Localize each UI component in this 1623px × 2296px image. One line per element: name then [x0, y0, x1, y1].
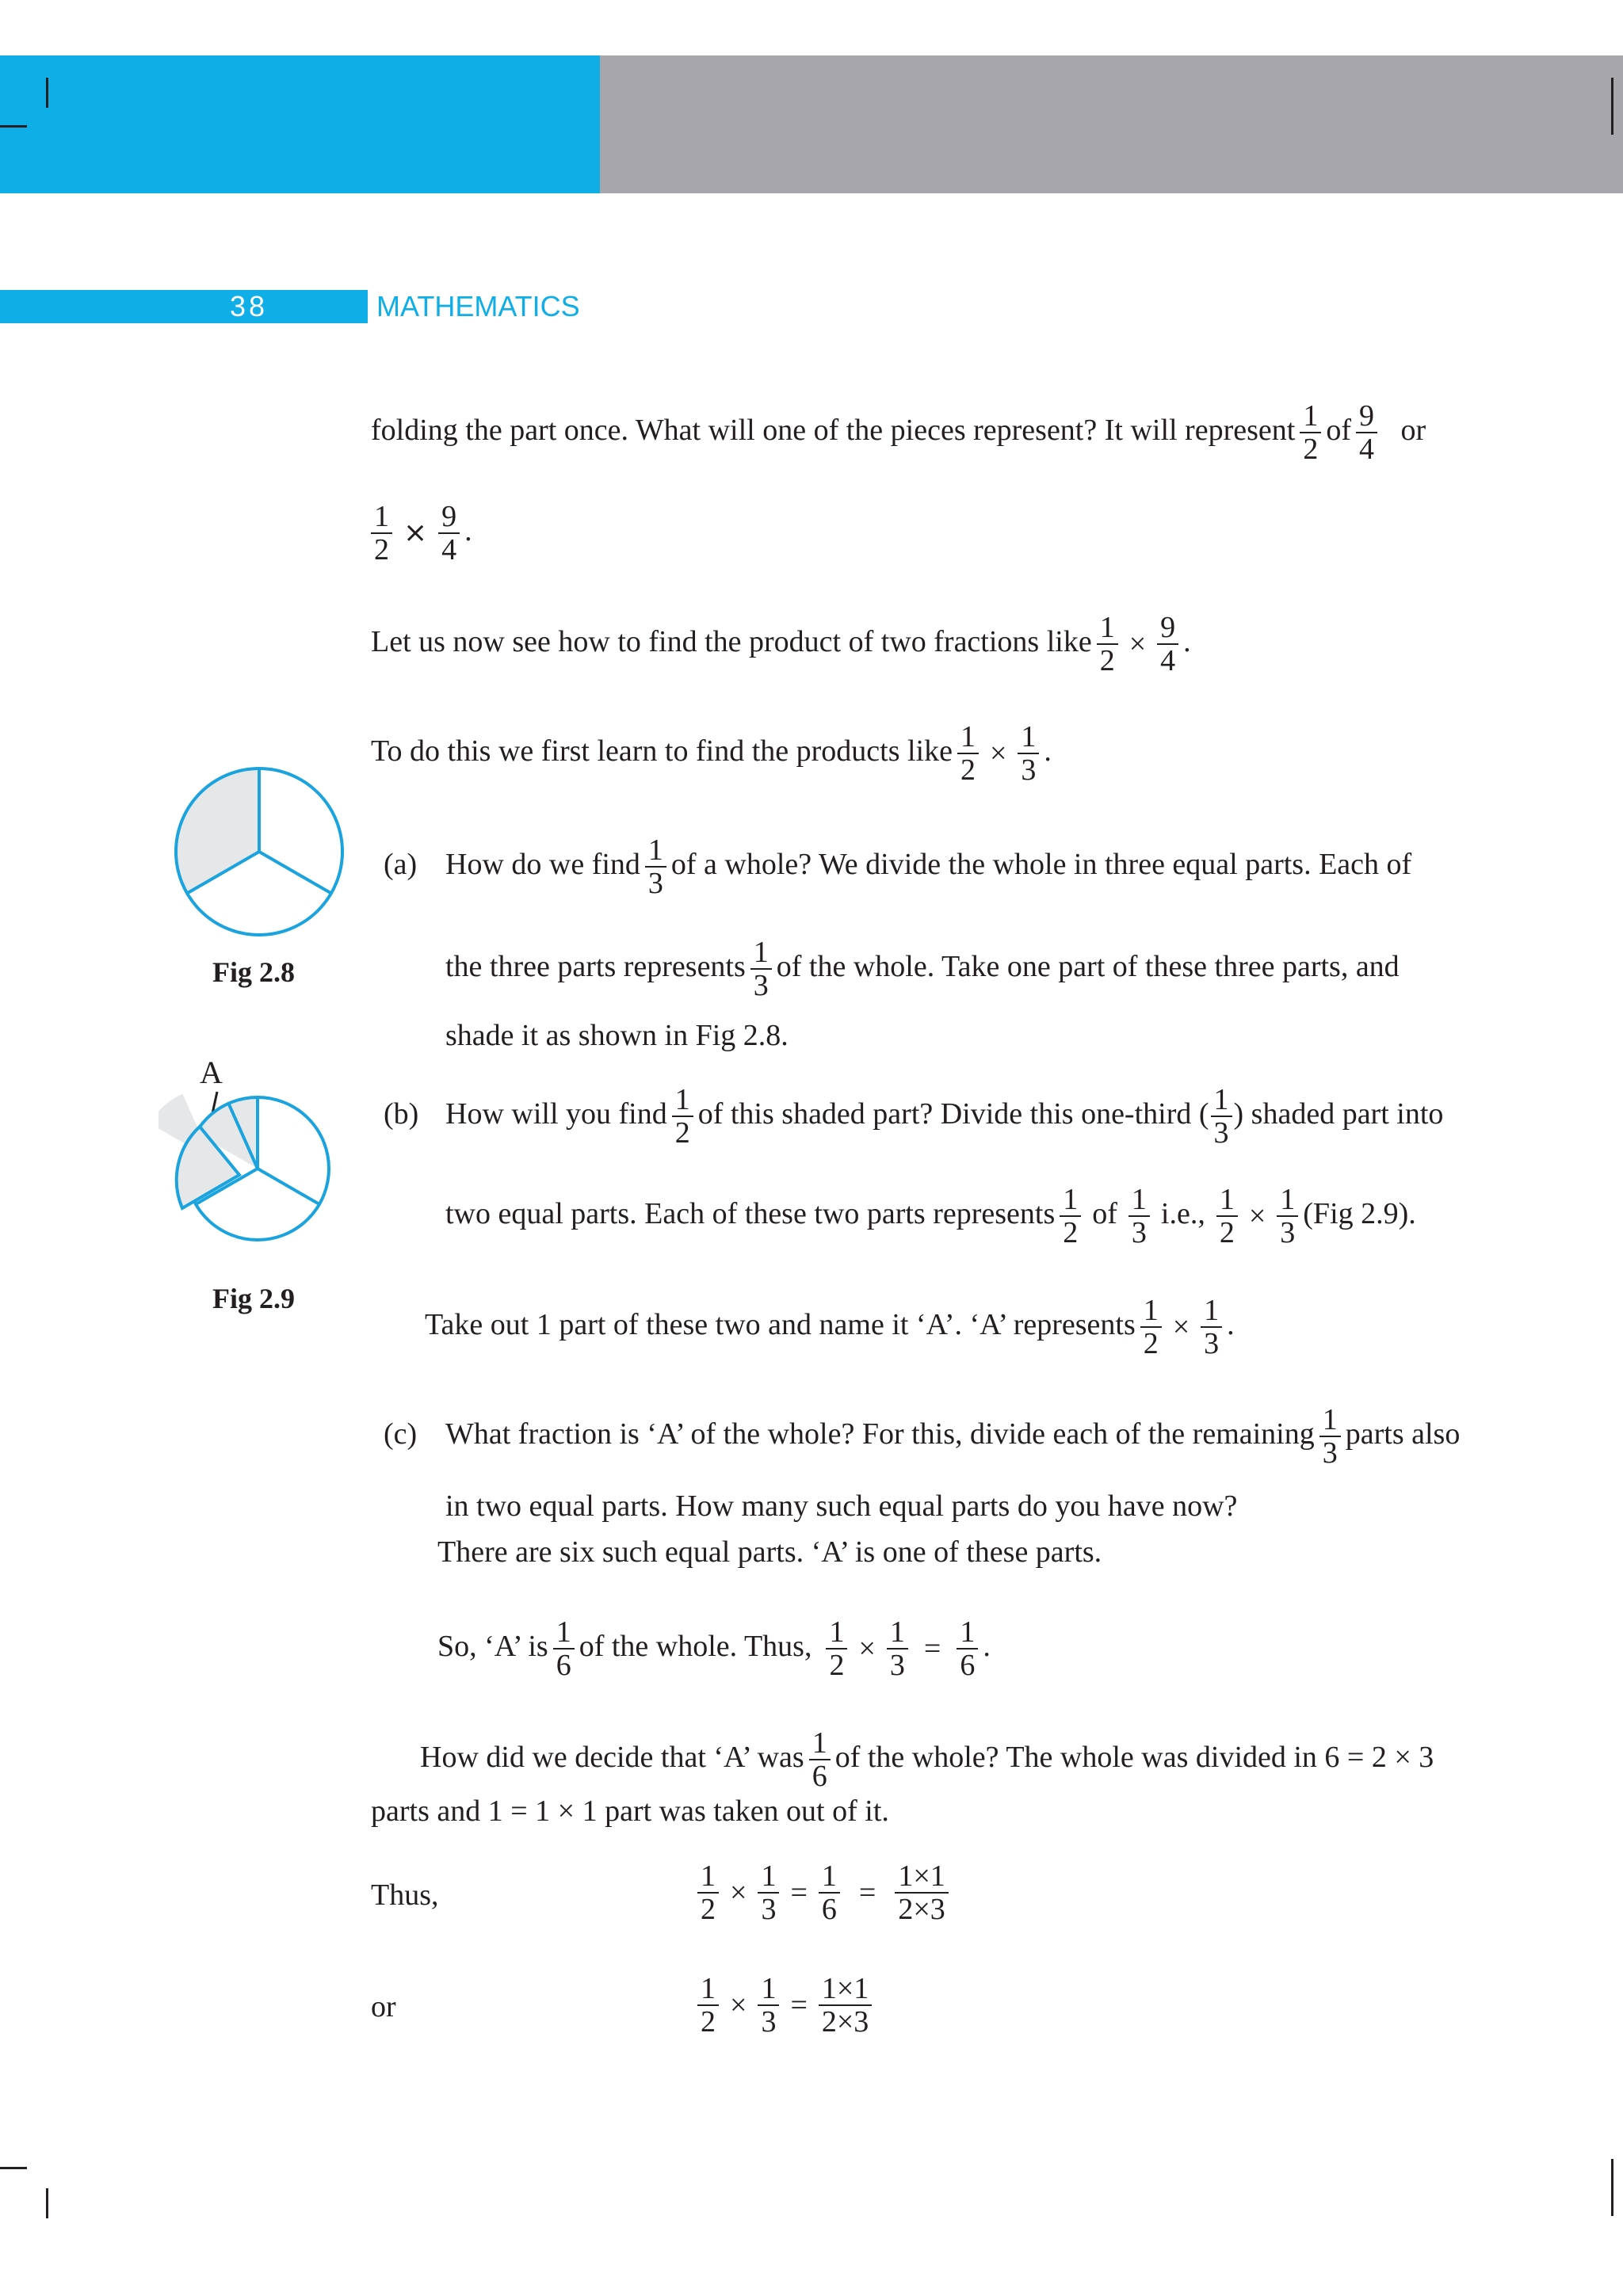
fraction: $\frac{1}{3}$: [1201, 1295, 1222, 1360]
header-band-blue: [0, 55, 600, 193]
fraction: $\frac{1}{3}$: [645, 834, 666, 900]
item-b-line: Take out 1 part of these two and name it ‘A’. ‘A’ represents $\frac{1}{2}$ × $\frac{1}{3}$ .: [425, 1294, 1235, 1361]
fraction: $\frac{1}{2}$: [1060, 1184, 1081, 1249]
fraction: $\frac{1}{6}$: [809, 1727, 831, 1793]
fraction: $\frac{1}{2}$: [697, 1860, 719, 1926]
text-line: How did we decide that ‘A’ was $\frac{1}{6}$ of the whole? The whole was divided in 6 = 2 × 3: [420, 1726, 1434, 1794]
fraction: $\frac{9}{4}$: [438, 501, 460, 566]
fraction: $\frac{1\times 1}{2\times 3}$: [819, 1973, 872, 2039]
item-a-line: (a) How do we find $\frac{1}{3}$ of a whole? We divide the whole in three equal parts. Each of: [384, 833, 1412, 901]
fraction: $\frac{1}{3}$: [1018, 721, 1039, 787]
fraction: $\frac{1}{3}$: [1128, 1184, 1150, 1249]
item-a-line: shade it as shown in Fig 2.8.: [445, 1019, 789, 1052]
figure-caption: Fig 2.8: [212, 956, 295, 988]
item-c-line: There are six such equal parts. ‘A’ is one of these parts.: [437, 1535, 1102, 1569]
item-b-line: two equal parts. Each of these two parts represents $\frac{1}{2}$ of $\frac{1}{3}$ i.e., $\frac{1}{2}$ × $\frac{1}{3}$ (Fig 2.9).: [445, 1183, 1416, 1250]
crop-mark: [0, 125, 27, 128]
header-band-gray: [600, 55, 1623, 193]
fraction: $\frac{1}{3}$: [1211, 1084, 1232, 1150]
fraction: $\frac{1}{6}$: [957, 1616, 978, 1682]
page-number-strip: [0, 290, 363, 323]
item-b-line: (b) How will you find $\frac{1}{2}$ of this shaded part? Divide this one-third ( $\frac{1}{3}$ ) shaded part into: [384, 1083, 1444, 1150]
fig-2-8-circle: [173, 765, 346, 938]
thus-label: Thus,: [371, 1878, 439, 1912]
fraction: $\frac{1}{3}$: [1277, 1184, 1298, 1249]
equation-2: $\frac{1}{2}$ × $\frac{1}{3}$ = $\frac{1\times 1}{2\times 3}$: [697, 1973, 876, 2039]
fraction: $\frac{1\times 1}{2\times 3}$: [895, 1860, 948, 1926]
crop-mark: [1611, 2159, 1613, 2216]
crop-mark: [46, 78, 48, 108]
fraction: $\frac{1}{2}$: [826, 1616, 847, 1682]
fraction: $\frac{1}{2}$: [1300, 400, 1321, 466]
equation-1: $\frac{1}{2}$ × $\frac{1}{3}$ = $\frac{1}{6}$ = $\frac{1\times 1}{2\times 3}$: [697, 1860, 953, 1926]
fraction: $\frac{1}{2}$: [697, 1973, 719, 2039]
item-a-line: the three parts represents $\frac{1}{3}$ of the whole. Take one part of these three parts, and: [445, 936, 1400, 1003]
item-c-line: in two equal parts. How many such equal parts do you have now?: [445, 1489, 1238, 1523]
fig-2-9-circle: [158, 1085, 365, 1260]
fraction: $\frac{1}{3}$: [887, 1616, 908, 1682]
fraction: $\frac{1}{2}$: [957, 721, 979, 787]
crop-mark: [46, 2188, 48, 2218]
header-separator: [363, 290, 368, 323]
fraction: $\frac{9}{4}$: [1157, 612, 1178, 677]
crop-mark: [1611, 78, 1613, 135]
fraction: $\frac{1}{2}$: [1097, 612, 1118, 677]
fraction: $\frac{1}{3}$: [758, 1973, 779, 2039]
fraction: $\frac{1}{2}$: [672, 1084, 693, 1150]
subject-title: MATHEMATICS: [376, 290, 580, 322]
text-line: parts and 1 = 1 × 1 part was taken out of it.: [371, 1794, 889, 1828]
text-line: folding the part once. What will one of the pieces represent? It will represent $\frac{1}{2}$ of $\frac{9}{4}$ or: [371, 399, 1426, 467]
fraction: $\frac{1}{6}$: [553, 1616, 575, 1682]
fraction: $\frac{1}{3}$: [758, 1860, 779, 1926]
text-line: Let us now see how to find the product of two fractions like $\frac{1}{2}$ × $\frac{9}{4}$ .: [371, 611, 1191, 678]
fraction: $\frac{1}{6}$: [819, 1860, 840, 1926]
page-number: 38: [230, 290, 269, 322]
fraction: $\frac{1}{3}$: [750, 936, 772, 1002]
text-line: $\frac{1}{2}$ × $\frac{9}{4}$ .: [371, 501, 472, 566]
or-label: or: [371, 1990, 396, 2023]
figure-caption: Fig 2.9: [212, 1283, 295, 1314]
text-line: So, ‘A’ is $\frac{1}{6}$ of the whole. Thus, $\frac{1}{2}$ × $\frac{1}{3}$ = $\frac{1}{6}$ .: [437, 1615, 991, 1683]
fraction: $\frac{1}{2}$: [371, 501, 392, 566]
item-c-line: (c) What fraction is ‘A’ of the whole? For this, divide each of the remaining $\frac{1}{3}$ parts also: [384, 1403, 1461, 1470]
fraction: $\frac{9}{4}$: [1356, 400, 1377, 466]
fraction: $\frac{1}{2}$: [1216, 1184, 1238, 1249]
part-a-label: A: [200, 1055, 223, 1090]
crop-mark: [0, 2167, 27, 2169]
text-line: To do this we first learn to find the products like $\frac{1}{2}$ × $\frac{1}{3}$ .: [371, 720, 1052, 788]
fraction: $\frac{1}{2}$: [1140, 1295, 1162, 1360]
fraction: $\frac{1}{3}$: [1319, 1404, 1341, 1470]
